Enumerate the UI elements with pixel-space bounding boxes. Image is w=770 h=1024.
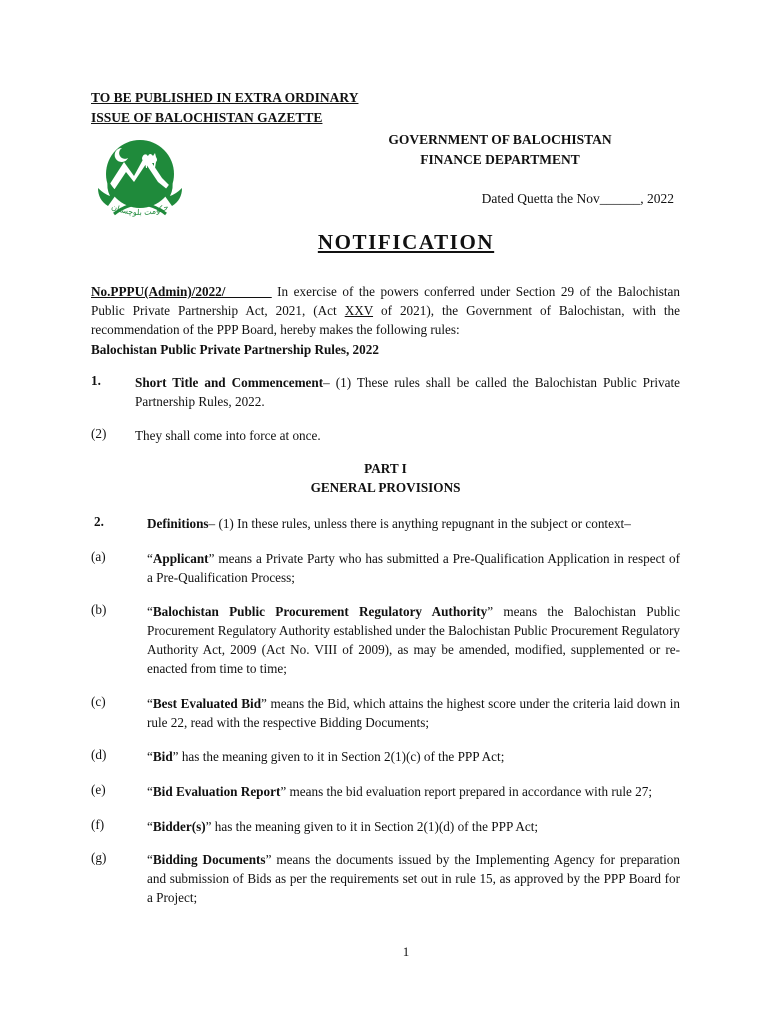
part-title: GENERAL PROVISIONS — [310, 480, 461, 495]
intro-text-b: of 2021), the Government of Balochistan, with the recommendation of the PPP Board, hereby makes the following rules: — [91, 303, 680, 337]
intro-text-a: In exercise of the powers conferred under Section 29 of the Balochistan Public Private Partnership Act, 2021, (Act — [91, 284, 680, 318]
notification-title: NOTIFICATION — [317, 230, 495, 254]
section-1-heading: Short Title and Commencement — [135, 375, 324, 390]
definition-term: Best Evaluated Bid — [152, 696, 262, 711]
definition-g: “Bidding Documents” means the documents issued by the Implementing Agency for preparation and submission of Bids as per the requirements set out in rule 15, as approved by the PPP Board for a Project; — [147, 852, 680, 905]
definition-b: “Balochistan Public Procurement Regulatory Authority” means the Balochistan Public Procurement Regulatory Authority established under the Balochistan Public Procurement Regulatory Authority Act, 2009 (Act No. VIII of 2009), as may be amended, modified, supplemented or re-enacted from time to time; — [147, 604, 680, 676]
definition-b-label: (b) — [91, 602, 107, 617]
section-1-2-text: They shall come into force at once. — [135, 428, 321, 443]
intro-paragraph — [91, 282, 680, 339]
part-label: PART I — [364, 461, 407, 476]
section-1-2-number: (2) — [91, 426, 107, 441]
page-number: 1 — [402, 944, 410, 959]
definition-term: Applicant — [152, 551, 209, 566]
definition-text: means a Private Party who has submitted a Pre-Qualification Application in respect of a Pre-Qualification Process; — [147, 551, 680, 585]
section-1-text — [135, 373, 680, 411]
definition-term: Bid Evaluation Report — [152, 784, 281, 799]
section-2-number: 2. — [94, 514, 104, 529]
gazette-header — [91, 88, 358, 128]
definition-text: means the documents issued by the Implementing Agency for preparation and submission of Bids as per the requirements set out in rule 15, as approved by the PPP Board for a Project; — [147, 852, 680, 905]
definition-e-label: (e) — [91, 782, 106, 797]
section-2-heading: Definitions — [147, 516, 209, 531]
notification-number: No.PPPU(Admin)/2022/_______ — [91, 284, 272, 299]
rules-title: Balochistan Public Private Partnership Rules, 2022 — [91, 342, 379, 357]
definition-term: Bid — [152, 749, 173, 764]
section-1-number: 1. — [91, 373, 101, 388]
definition-term: Balochistan Public Procurement Regulatory Authority — [152, 604, 488, 619]
section-2-body: – (1) In these rules, unless there is anything repugnant in the subject or context– — [208, 516, 631, 531]
act-number: XXV — [344, 303, 374, 318]
definition-text: has the meaning given to it in Section 2(1)(d) of the PPP Act; — [211, 819, 539, 834]
emblem-text: حکومت بلوچستان — [110, 202, 170, 218]
definition-c: “Best Evaluated Bid” means the Bid, which attains the highest score under the criteria laid down in rule 22, read with the respective Bidding Documents; — [147, 696, 680, 730]
definition-term: Bidding Documents — [152, 852, 266, 867]
gazette-line-1: TO BE PUBLISHED IN EXTRA ORDINARY — [91, 90, 359, 105]
definition-d: “Bid” has the meaning given to it in Section 2(1)(c) of the PPP Act; — [147, 749, 505, 764]
government-title: GOVERNMENT OF BALOCHISTAN — [388, 132, 612, 147]
definition-text: means the Bid, which attains the highest score under the criteria laid down in rule 22, read with the respective Bidding Documents; — [147, 696, 680, 730]
definition-text: means the Balochistan Public Procurement Regulatory Authority established under the Balochistan Public Procurement Regulatory Authority Act, 2009 (Act No. VIII of 2009), as may be amended, modified, supplemented or re-enacted from time to time; — [147, 604, 680, 676]
section-1-body: – (1) These rules shall be called the Balochistan Public Private Partnership Rules, 2022. — [135, 375, 680, 409]
definition-g-label: (g) — [91, 850, 107, 865]
definition-d-label: (d) — [91, 747, 107, 762]
definition-text: means the bid evaluation report prepared in accordance with rule 27; — [286, 784, 653, 799]
definition-f: “Bidder(s)” has the meaning given to it in Section 2(1)(d) of the PPP Act; — [147, 819, 539, 834]
definition-f-label: (f) — [91, 817, 105, 832]
definition-a: “Applicant” means a Private Party who has submitted a Pre-Qualification Application in respect of a Pre-Qualification Process; — [147, 551, 680, 585]
definition-text: has the meaning given to it in Section 2(1)(c) of the PPP Act; — [178, 749, 505, 764]
definition-term: Bidder(s) — [152, 819, 206, 834]
section-2-text — [147, 514, 680, 533]
department-title: FINANCE DEPARTMENT — [420, 152, 580, 167]
dated-line: Dated Quetta the Nov______, 2022 — [481, 191, 674, 206]
definition-a-label: (a) — [91, 549, 106, 564]
balochistan-emblem-icon — [84, 132, 196, 226]
gazette-line-2: ISSUE OF BALOCHISTAN GAZETTE — [91, 110, 323, 125]
definition-e: “Bid Evaluation Report” means the bid evaluation report prepared in accordance with rule 27; — [147, 784, 653, 799]
definition-c-label: (c) — [91, 694, 106, 709]
